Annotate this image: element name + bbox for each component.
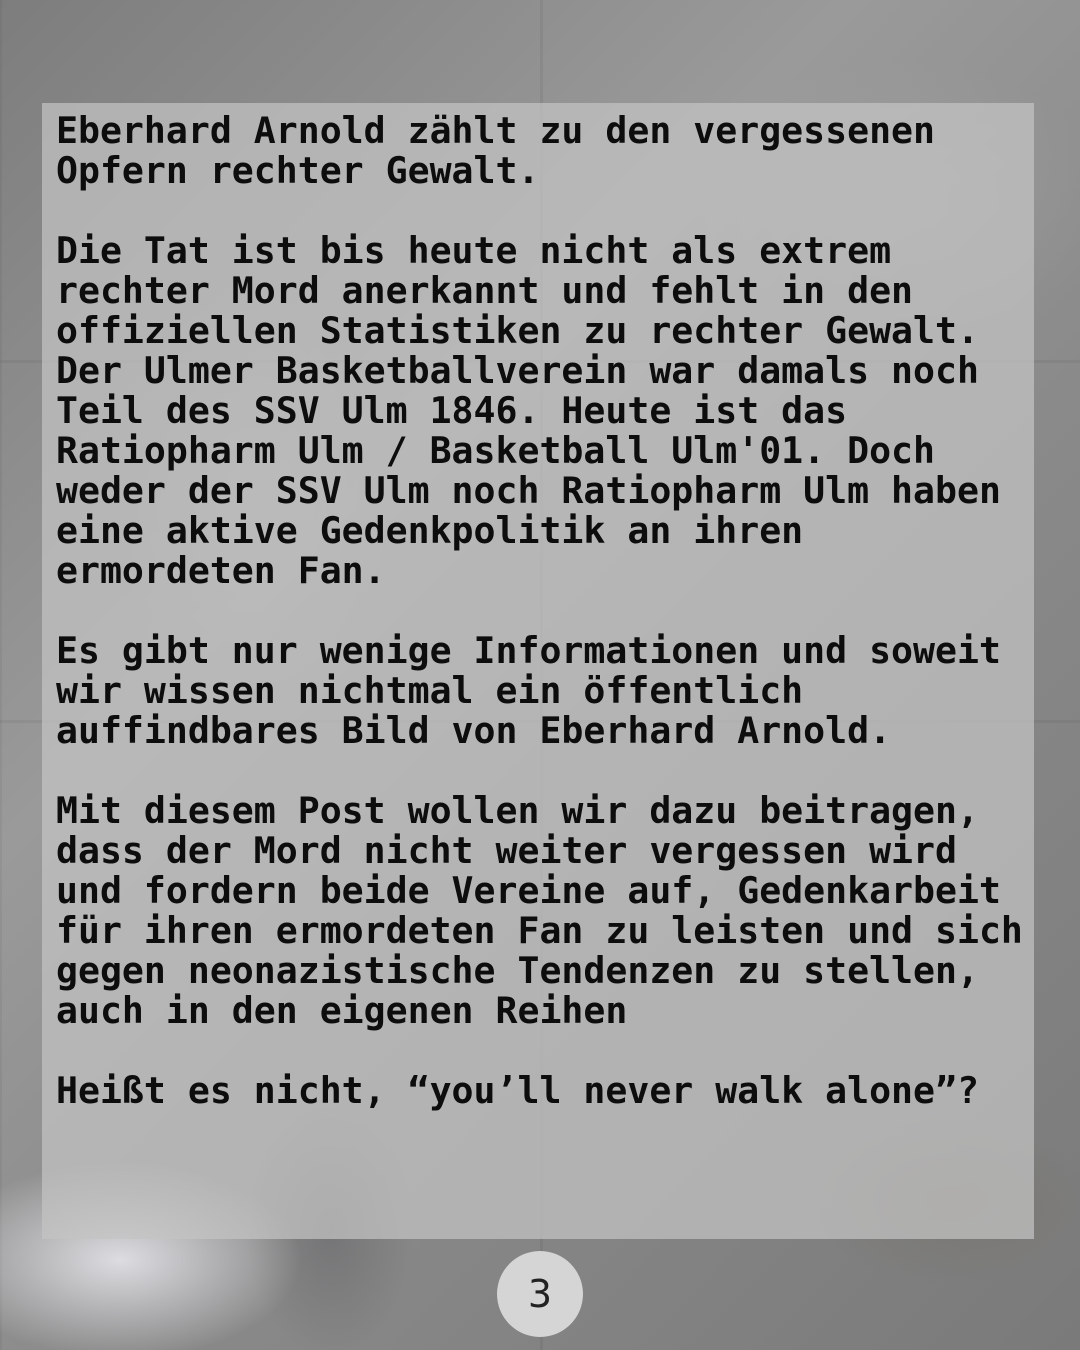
paragraph-information: Es gibt nur wenige Informationen und soweit wir wissen nichtmal ein öffentlich auffindbares Bild von Eberhard Arnold. (56, 629, 1001, 752)
paragraph-intro: Eberhard Arnold zählt zu den vergessenen Opfern rechter Gewalt. (56, 109, 935, 192)
page-number-badge: 3 (497, 1251, 583, 1337)
paragraph-demand: Mit diesem Post wollen wir dazu beitragen, dass der Mord nicht weiter vergessen wird und fordern beide Vereine auf, Gedenkarbeit für ihren ermordeten Fan zu leisten und sich gegen neonazistische Tendenzen zu stellen, auch in den eigenen Reihen (56, 789, 1023, 1032)
paragraph-recognition: Die Tat ist bis heute nicht als extrem rechter Mord anerkannt und fehlt in den offiziellen Statistiken zu rechter Gewalt. Der Ulmer Basketballverein war damals noch Teil des SSV Ulm 1846. Heute ist das Ratiopharm Ulm / Basketball Ulm'01. Doch weder der SSV Ulm noch Ratiopharm Ulm haben eine aktive Gedenkpolitik an ihren ermordeten Fan. (56, 229, 1001, 592)
text-panel (42, 103, 1034, 1239)
paragraph-closing-question: Heißt es nicht, “you’ll never walk alone”? (56, 1069, 979, 1112)
